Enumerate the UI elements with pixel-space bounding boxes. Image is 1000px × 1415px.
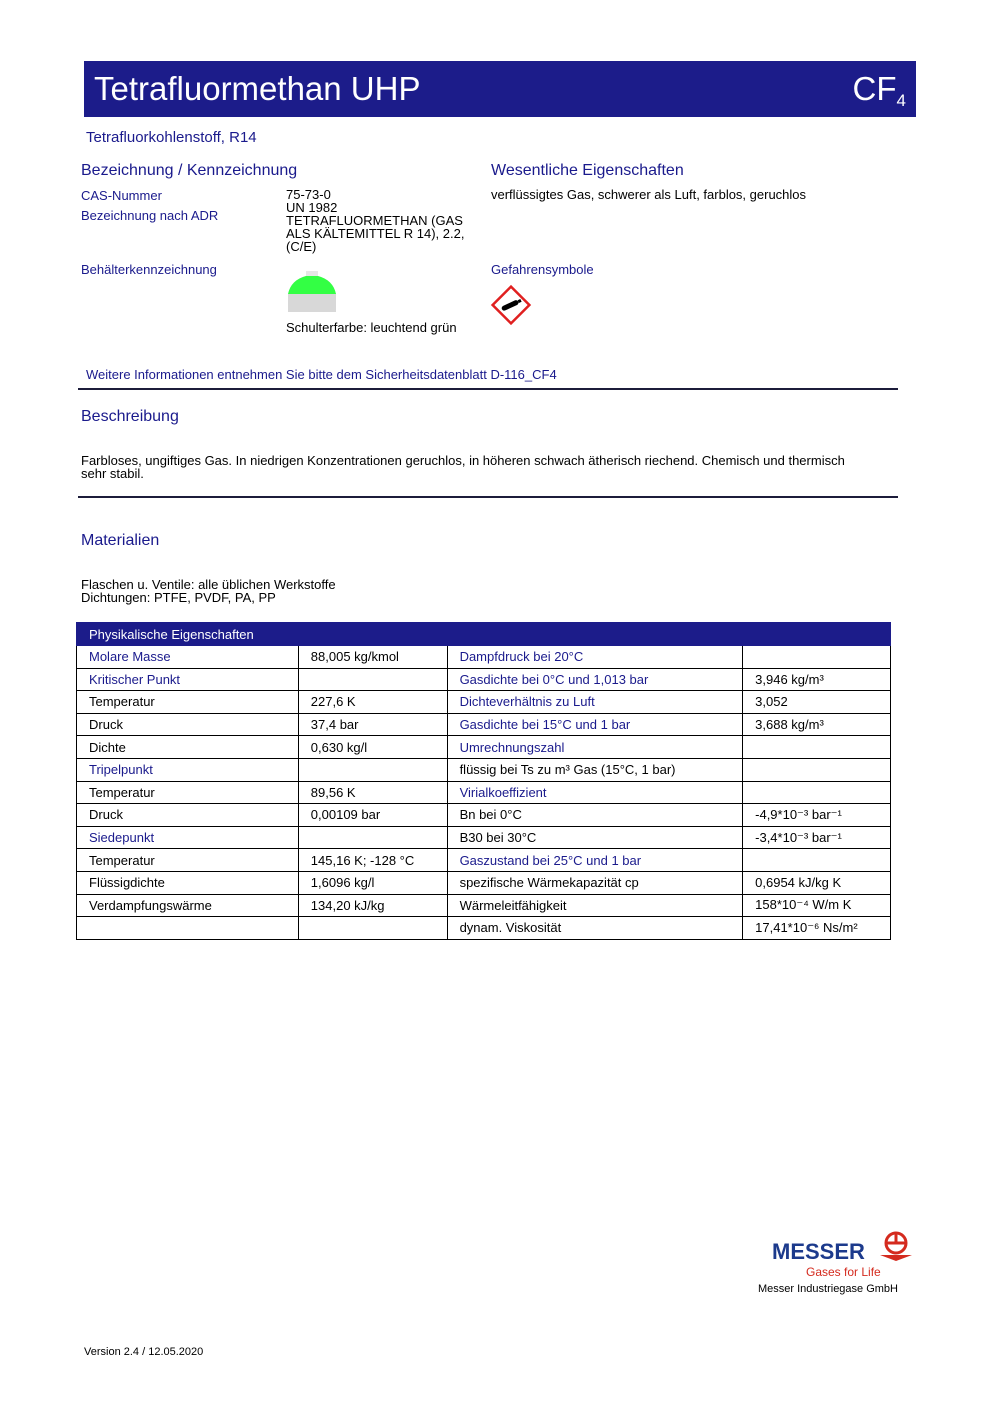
subtitle: Tetrafluorkohlenstoff, R14 [86,129,257,146]
materials-line: Flaschen u. Ventile: alle üblichen Werkstoffe [81,577,336,592]
property-name: Umrechnungszahl [447,736,743,759]
shoulder-color-text: Schulterfarbe: leuchtend grün [286,320,457,335]
formula-base: CF [852,70,897,107]
adr-line: (C/E) [286,239,317,254]
property-name: Dichte [77,736,299,759]
messer-logo [772,1229,912,1281]
table-row [77,691,891,714]
property-value: 158*10⁻⁴ W/m K [743,894,891,917]
property-value: 3,688 kg/m³ [743,713,891,736]
physical-properties-table [76,622,891,940]
divider [78,496,898,498]
property-value [743,849,891,872]
adr-line: UN 1982 [286,200,338,215]
property-value: 0,630 kg/l [298,736,447,759]
property-value [298,758,447,781]
adr-label: Bezeichnung nach ADR [81,208,219,223]
property-name: Verdampfungswärme [77,894,299,917]
container-label: Behälterkennzeichnung [81,262,217,277]
property-value: 37,4 bar [298,713,447,736]
property-name: flüssig bei Ts zu m³ Gas (15°C, 1 bar) [447,758,743,781]
property-name: Gasdichte bei 15°C und 1 bar [447,713,743,736]
property-name: Tripelpunkt [77,758,299,781]
version-info: Version 2.4 / 12.05.2020 [84,1346,204,1358]
property-name: Gaszustand bei 25°C und 1 bar [447,849,743,872]
logo-tagline: Gases for Life [806,1265,881,1279]
property-value: 145,16 K; -128 °C [298,849,447,872]
company-name: Messer Industriegase GmbH [758,1283,898,1295]
table-row [77,713,891,736]
table-row [77,894,891,917]
property-name: Wärmeleitfähigkeit [447,894,743,917]
description-line: sehr stabil. [81,466,144,481]
property-name: Kritischer Punkt [77,668,299,691]
table-heading: Physikalische Eigenschaften [77,623,891,646]
table-row [77,736,891,759]
adr-line: ALS KÄLTEMITTEL R 14), 2.2, [286,226,465,241]
description-text [81,454,845,480]
property-name [77,917,299,940]
materials-line: Dichtungen: PTFE, PVDF, PA, PP [81,590,276,605]
hazard-label: Gefahrensymbole [491,262,594,277]
property-name: dynam. Viskosität [447,917,743,940]
property-value: 0,6954 kJ/kg K [743,871,891,894]
property-name: Siedepunkt [77,826,299,849]
logo-wordmark: MESSER [772,1239,865,1264]
property-value: 1,6096 kg/l [298,871,447,894]
property-name: Virialkoeffizient [447,781,743,804]
page-title: Tetrafluormethan UHP [94,70,421,107]
identification-heading: Bezeichnung / Kennzeichnung [81,162,298,179]
property-value: 227,6 K [298,691,447,714]
table-row [77,849,891,872]
property-value: 3,052 [743,691,891,714]
table-header-row [77,623,891,646]
table-row [77,646,891,669]
description-line: Farbloses, ungiftiges Gas. In niedrigen Konzentrationen geruchlos, in höheren schwach ätherisch riechend. Chemisch und thermisch [81,453,845,468]
table-row [77,804,891,827]
property-value: 88,005 kg/kmol [298,646,447,669]
adr-line: TETRAFLUORMETHAN (GAS [286,213,463,228]
property-value: -3,4*10⁻³ bar⁻¹ [743,826,891,849]
property-value: 3,946 kg/m³ [743,668,891,691]
property-value [743,646,891,669]
property-value [298,826,447,849]
property-name: Temperatur [77,849,299,872]
cas-value: 75-73-0 [286,187,331,202]
table-row [77,917,891,940]
property-value: 134,20 kJ/kg [298,894,447,917]
property-name: B30 bei 30°C [447,826,743,849]
property-name: Temperatur [77,691,299,714]
property-name: Druck [77,804,299,827]
table-row [77,781,891,804]
materials-heading: Materialien [81,532,160,549]
property-name: Dichteverhältnis zu Luft [447,691,743,714]
properties-text: verflüssigtes Gas, schwerer als Luft, farblos, geruchlos [491,187,807,202]
property-value [743,736,891,759]
cylinder-shoulder-icon [287,270,337,312]
adr-value [286,201,464,253]
property-value: 89,56 K [298,781,447,804]
table-row [77,668,891,691]
property-name: Molare Masse [77,646,299,669]
table-row [77,871,891,894]
property-value: 0,00109 bar [298,804,447,827]
property-name: Druck [77,713,299,736]
property-value [743,758,891,781]
property-value: 17,41*10⁻⁶ Ns/m² [743,917,891,940]
property-value [298,917,447,940]
property-name: Gasdichte bei 0°C und 1,013 bar [447,668,743,691]
property-name: spezifische Wärmekapazität cp [447,871,743,894]
table-row [77,758,891,781]
property-name: Temperatur [77,781,299,804]
property-value: -4,9*10⁻³ bar⁻¹ [743,804,891,827]
further-info-link[interactable]: Weitere Informationen entnehmen Sie bitte dem Sicherheitsdatenblatt D-116_CF4 [86,367,557,382]
materials-text [81,578,336,604]
cas-label: CAS-Nummer [81,188,162,203]
gas-cylinder-hazard-icon [490,284,532,326]
chemical-formula [853,70,906,120]
formula-subscript: 4 [896,91,906,110]
properties-heading: Wesentliche Eigenschaften [491,162,684,179]
title-banner [84,61,916,117]
property-name: Bn bei 0°C [447,804,743,827]
property-name: Dampfdruck bei 20°C [447,646,743,669]
property-value [743,781,891,804]
property-value [298,668,447,691]
table-row [77,826,891,849]
divider [78,388,898,390]
description-heading: Beschreibung [81,408,179,425]
property-name: Flüssigdichte [77,871,299,894]
